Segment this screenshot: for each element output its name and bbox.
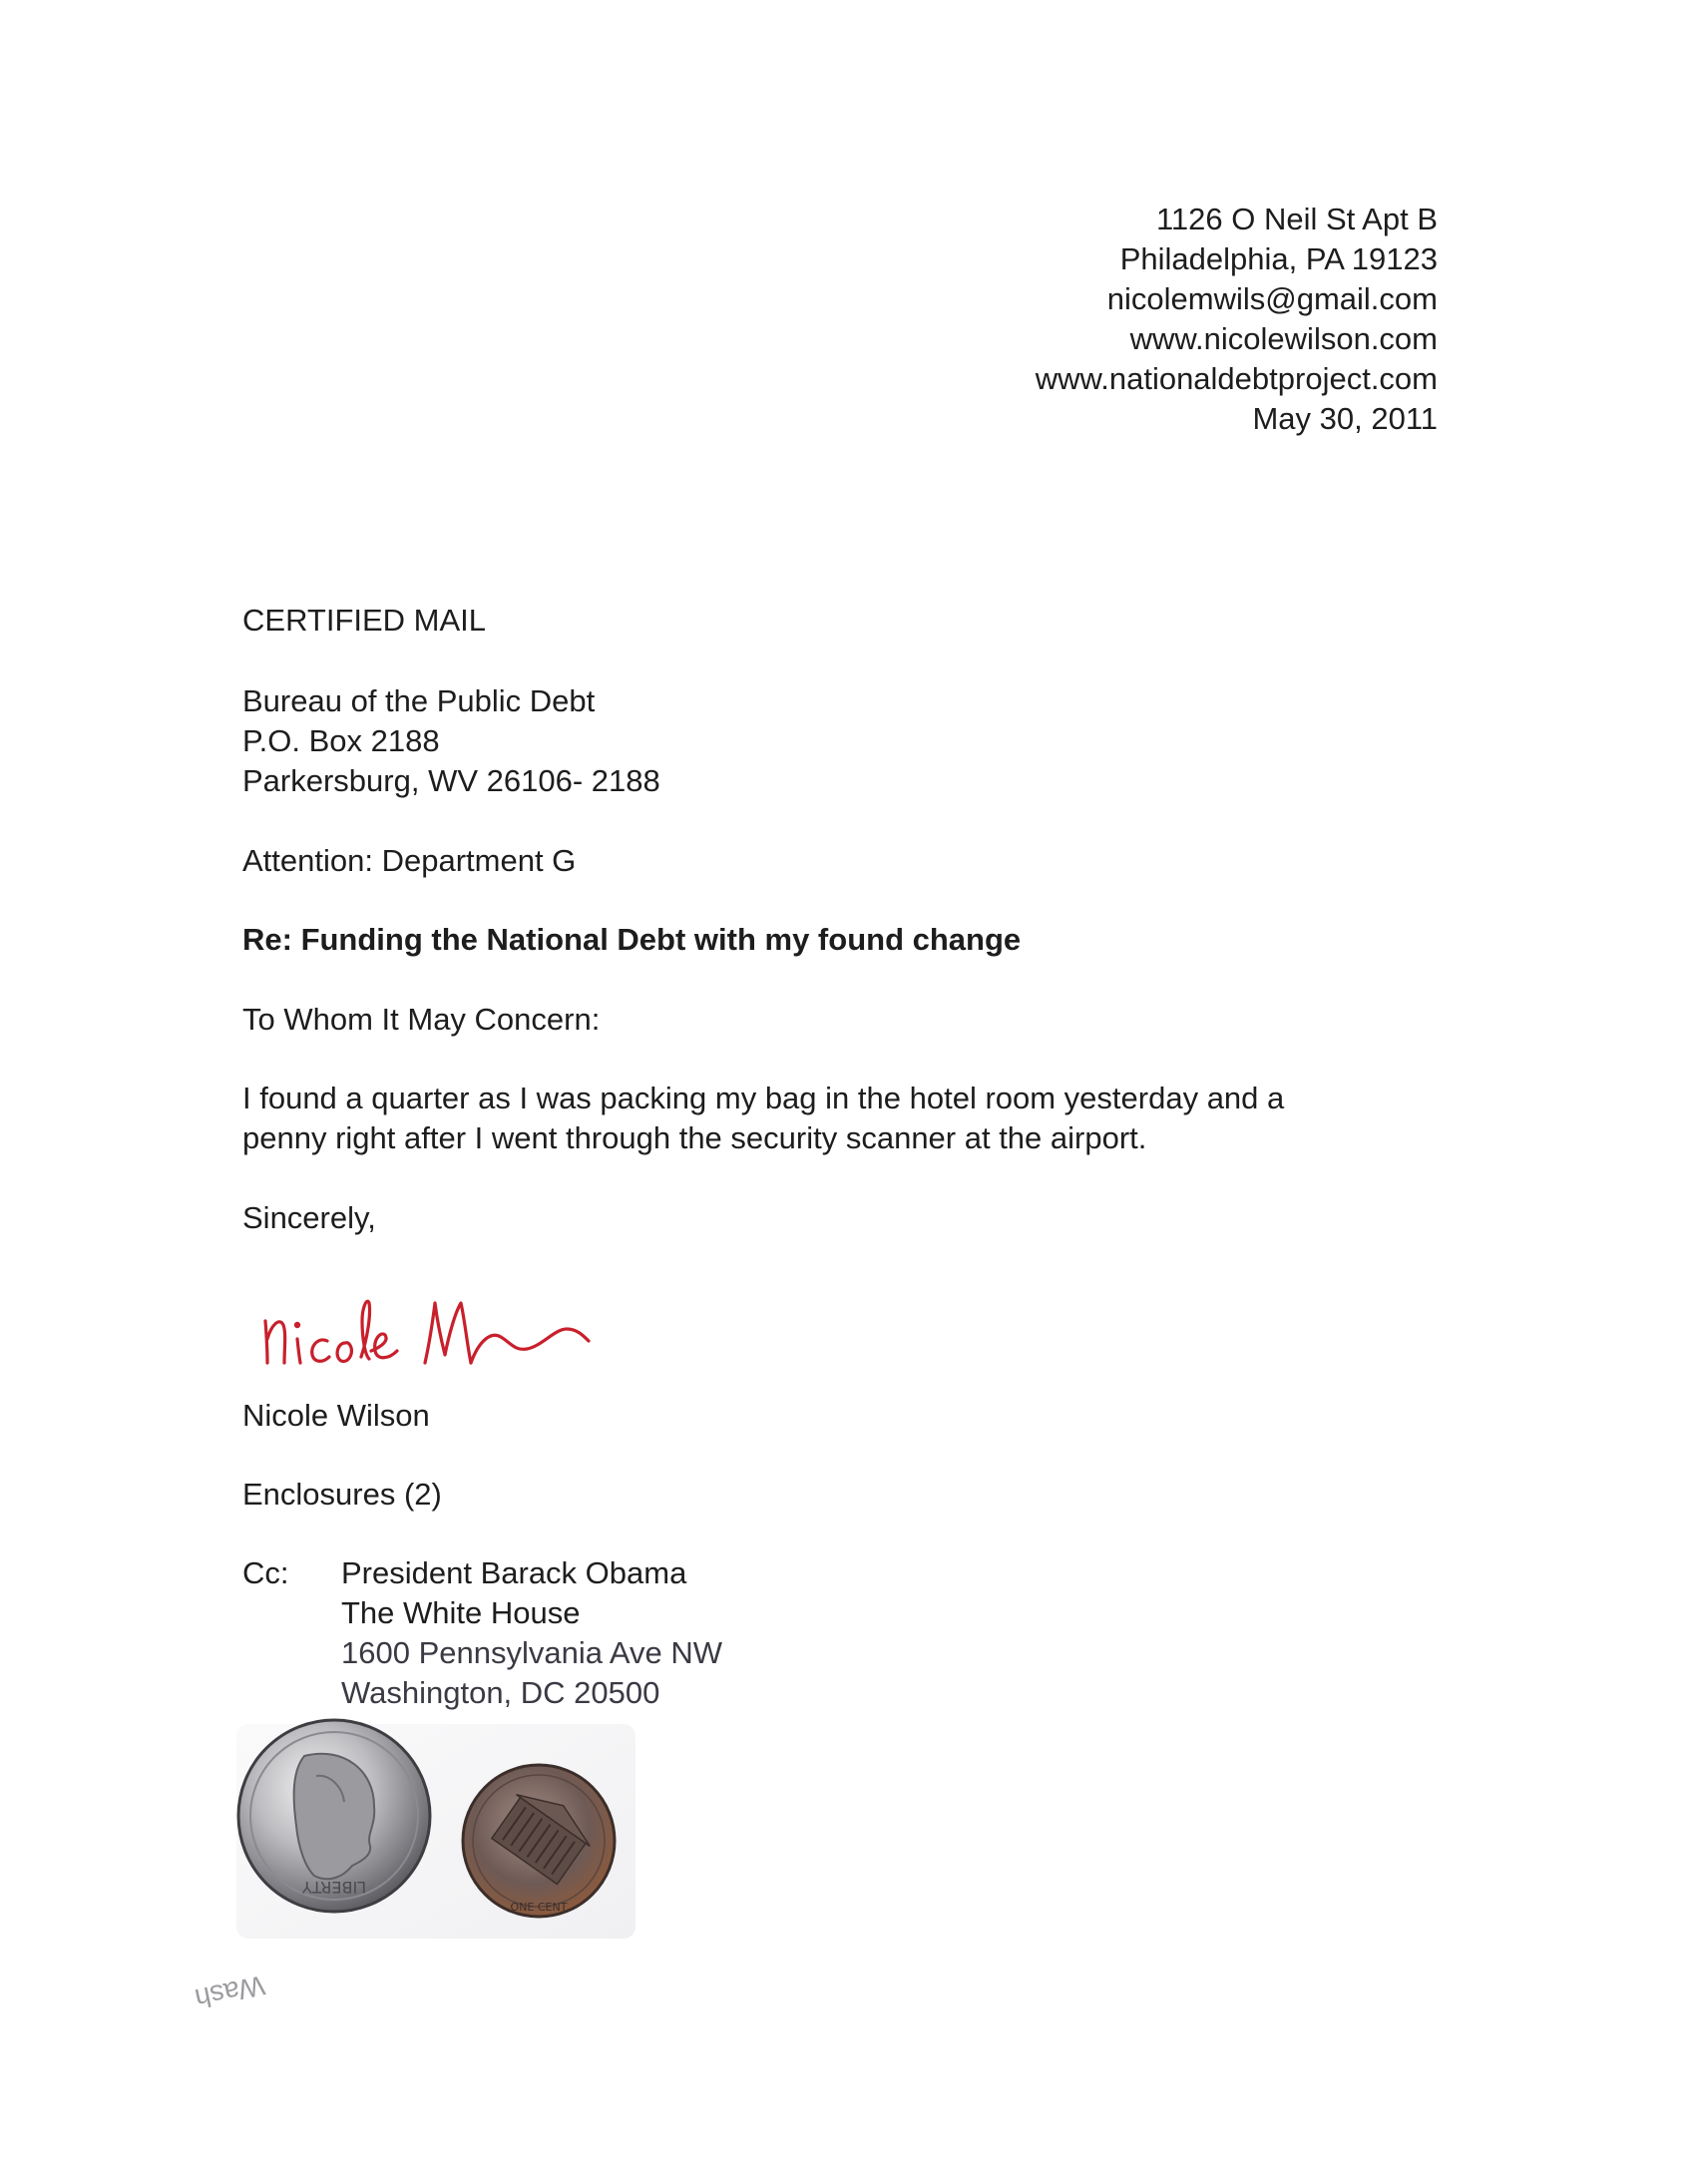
sender-address-line2: Philadelphia, PA 19123 — [1119, 241, 1438, 276]
sender-website: www.nicolewilson.com — [1129, 321, 1438, 356]
mirrored-stamp-text: Wash — [192, 1969, 267, 2015]
recipient-po-box: P.O. Box 2188 — [242, 723, 440, 758]
recipient-city-state-zip: Parkersburg, WV 26106- 2188 — [242, 763, 660, 798]
closing: Sincerely, — [242, 1200, 376, 1235]
sender-project-website: www.nationaldebtproject.com — [1035, 361, 1438, 396]
attention-line: Attention: Department G — [242, 843, 577, 878]
delivery-method: CERTIFIED MAIL — [242, 603, 487, 638]
recipient-block — [242, 681, 660, 801]
enclosures-note: Enclosures (2) — [242, 1477, 442, 1512]
mirrored-stamp-imprint — [168, 1966, 267, 2015]
sender-address-line1: 1126 O Neil St Apt B — [1155, 202, 1438, 236]
cc-block — [341, 1553, 722, 1713]
body-line-2: penny right after I went through the security scanner at the airport. — [242, 1120, 1147, 1155]
penny-coin — [463, 1765, 615, 1917]
body-line-1: I found a quarter as I was packing my bag in the hotel room yesterday and a — [242, 1081, 1285, 1115]
cc-street: 1600 Pennsylvania Ave NW — [341, 1635, 722, 1670]
quarter-coin — [238, 1720, 430, 1912]
signer-name: Nicole Wilson — [242, 1398, 430, 1433]
sender-block — [1036, 200, 1438, 439]
quarter-inscription: LIBERTY — [301, 1878, 367, 1897]
letter-date: May 30, 2011 — [1252, 401, 1438, 436]
subject-line: Re: Funding the National Debt with my found change — [242, 922, 1022, 957]
cc-city-state-zip: Washington, DC 20500 — [341, 1675, 660, 1710]
handwritten-signature — [257, 1259, 607, 1389]
cc-name: President Barack Obama — [341, 1555, 687, 1590]
cc-label: Cc: — [242, 1555, 289, 1590]
enclosed-coins — [234, 1716, 703, 1975]
penny-inscription: ONE CENT — [510, 1901, 568, 1914]
sender-email: nicolemwils@gmail.com — [1106, 281, 1438, 316]
salutation: To Whom It May Concern: — [242, 1002, 601, 1037]
cc-org: The White House — [341, 1595, 581, 1630]
recipient-name: Bureau of the Public Debt — [242, 683, 596, 718]
